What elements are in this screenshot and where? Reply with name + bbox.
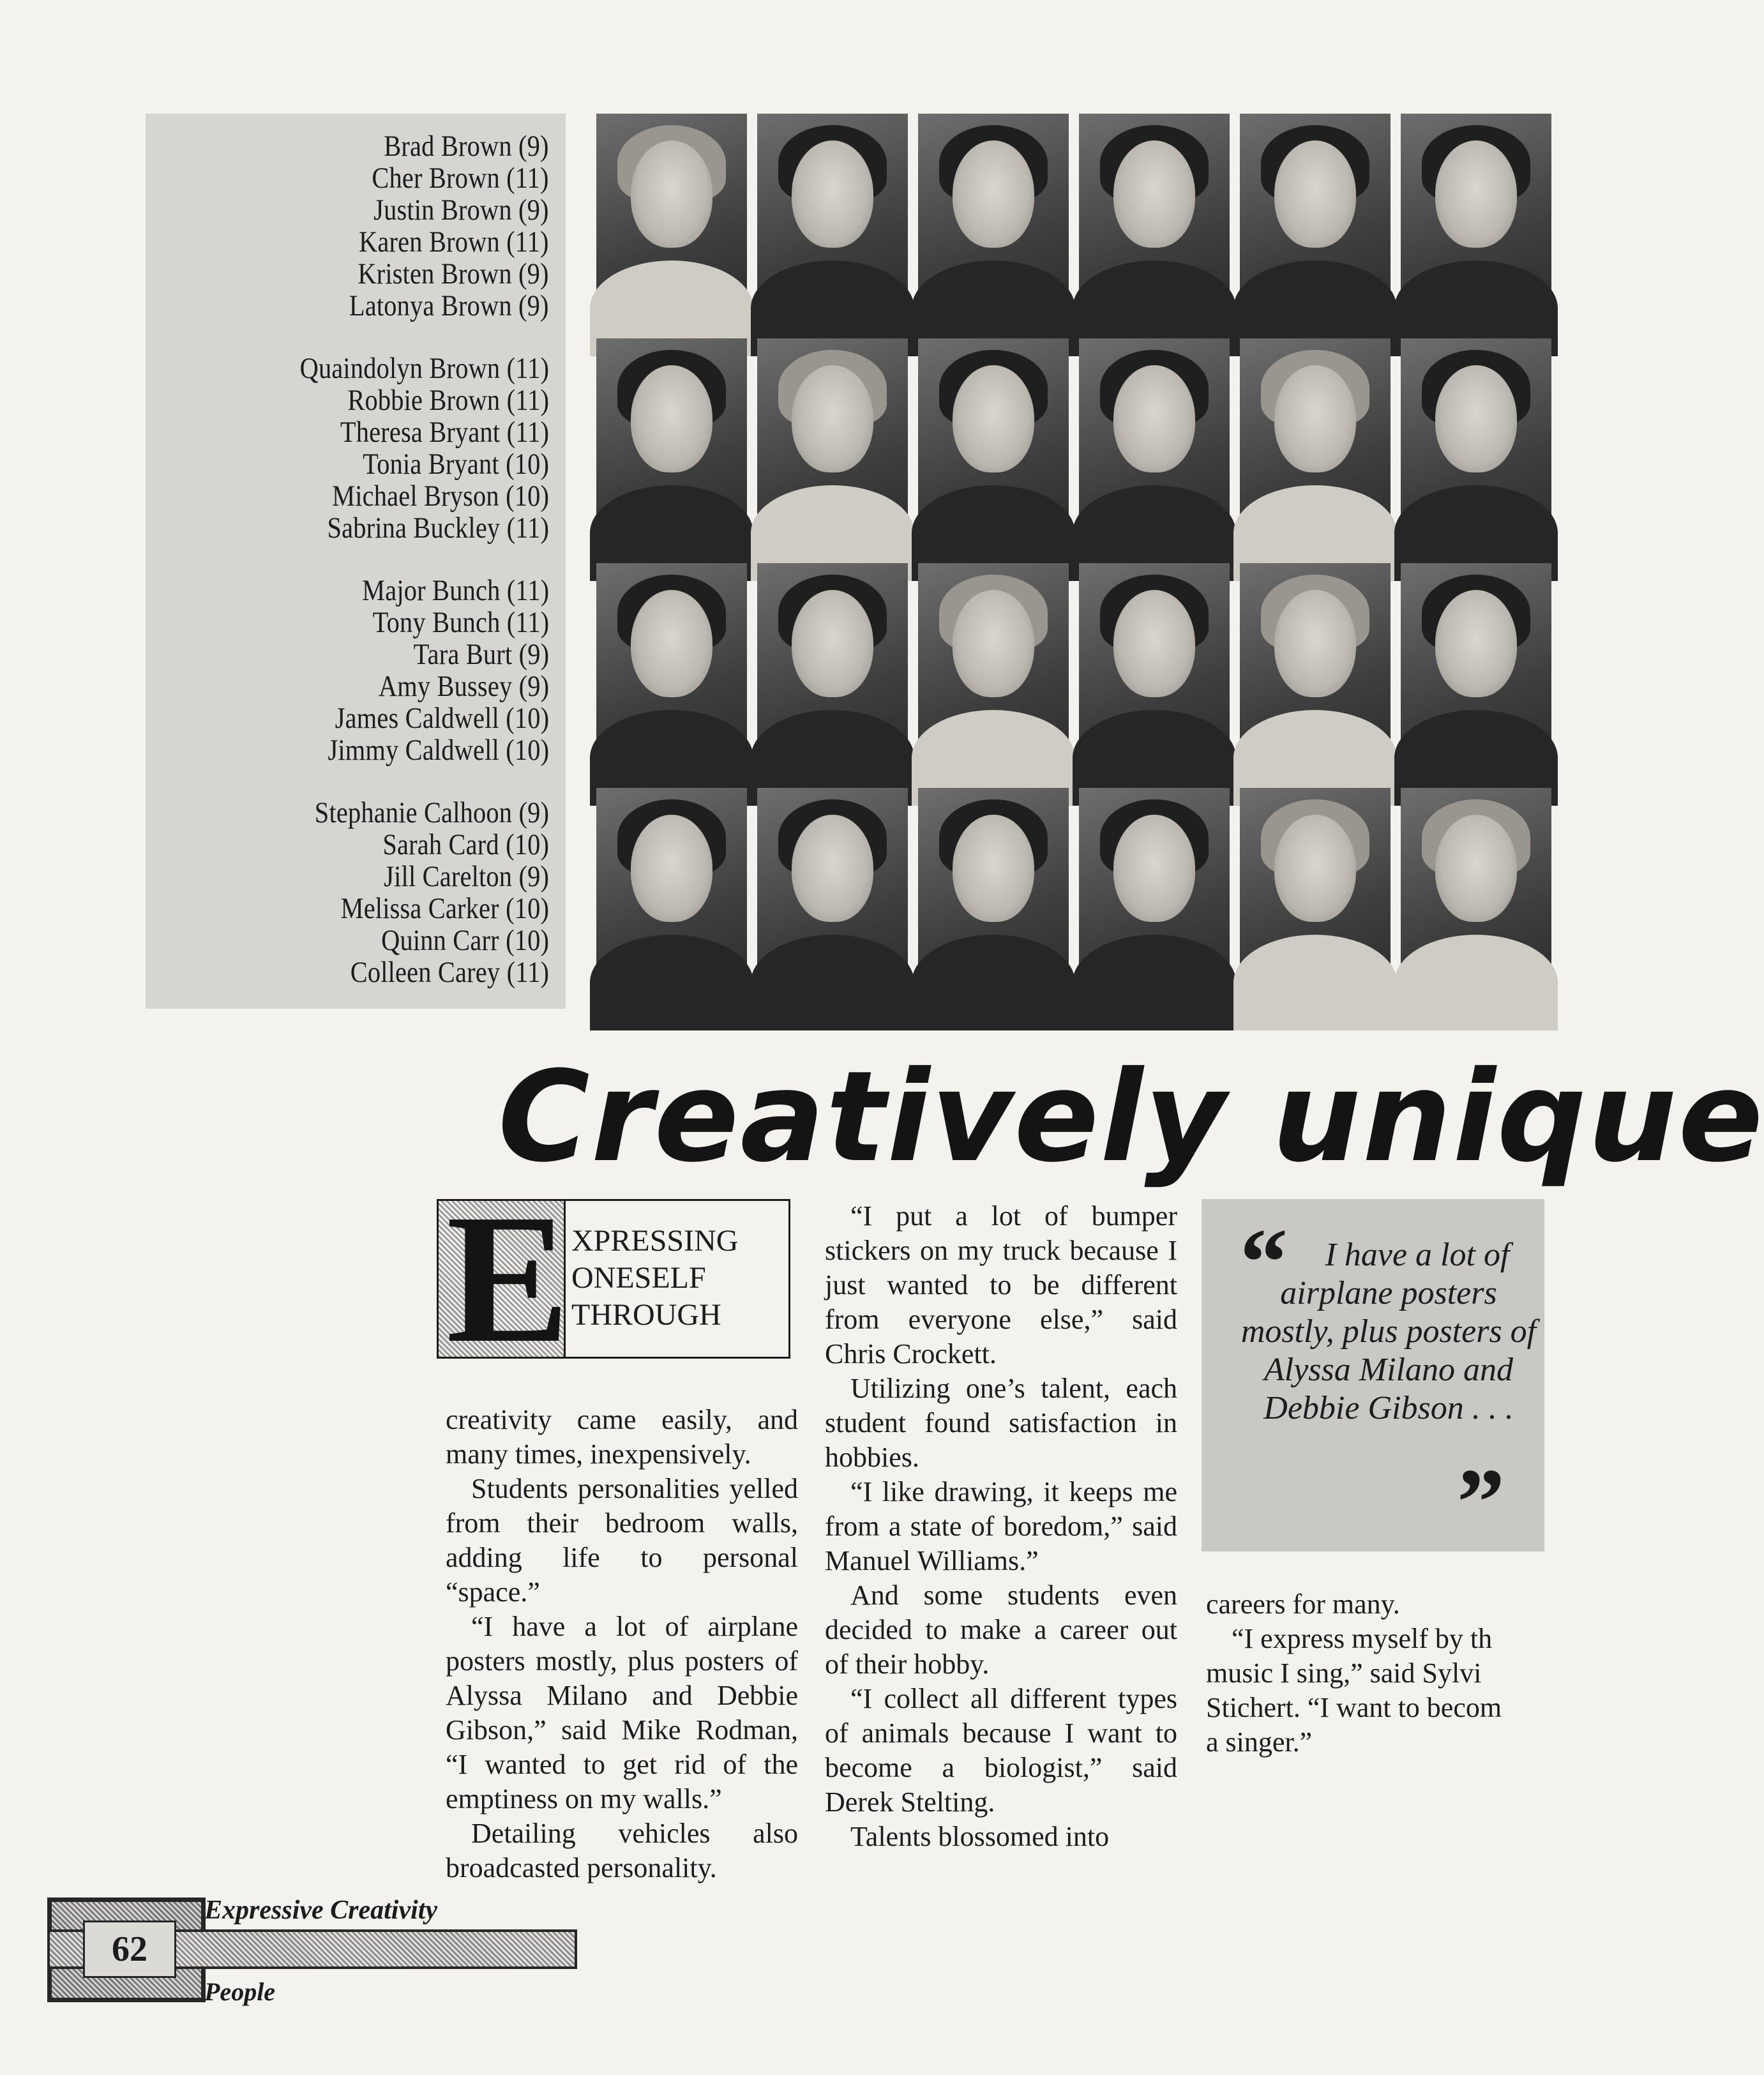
portrait-head bbox=[631, 590, 712, 697]
student-name: Colleen Carey (11) bbox=[350, 956, 549, 989]
paragraph: creativity came easily, and many times, inexpensively. bbox=[446, 1404, 798, 1470]
portrait-head bbox=[792, 365, 873, 472]
student-name: James Caldwell (10) bbox=[335, 702, 549, 735]
paragraph: Utilizing one’s talent, each student found satisfaction in hobbies. bbox=[825, 1373, 1177, 1473]
drop-cap-letter: E bbox=[446, 1176, 570, 1381]
paragraph: Detailing vehicles also broadcasted personality. bbox=[446, 1818, 798, 1883]
portrait-body bbox=[590, 935, 753, 1030]
close-quote-mark: ” bbox=[1457, 1449, 1505, 1555]
student-name: Melissa Carker (10) bbox=[340, 892, 549, 925]
student-name: Jill Carelton (9) bbox=[384, 860, 549, 893]
student-name: Tara Burt (9) bbox=[413, 638, 549, 671]
page-folio bbox=[47, 1890, 577, 2006]
portrait-body bbox=[751, 935, 914, 1030]
portrait-body bbox=[1394, 935, 1558, 1030]
portrait-grid bbox=[596, 114, 1544, 1009]
portrait-head bbox=[631, 140, 712, 248]
section-title: Expressive Creativity bbox=[204, 1896, 438, 1925]
portrait-head bbox=[631, 365, 712, 472]
paragraph: “I put a lot of bumper stickers on my truck because I just wanted to be different from everyone else,” said Chris Crockett. bbox=[825, 1200, 1177, 1370]
name-group-1 bbox=[317, 130, 549, 322]
student-name: Cher Brown (11) bbox=[372, 162, 549, 195]
lead-line: XPRESSING bbox=[571, 1224, 739, 1258]
pull-quote-text: I have a lot of airplane posters mostly, plus posters of Alyssa Milano and Debbie Gibson . . . bbox=[1240, 1237, 1537, 1426]
portrait-head bbox=[1435, 815, 1517, 922]
student-portrait bbox=[1079, 338, 1230, 555]
portrait-head bbox=[792, 815, 873, 922]
portrait-head bbox=[1113, 815, 1195, 922]
student-portrait bbox=[1401, 338, 1551, 555]
lead-line: THROUGH bbox=[571, 1298, 721, 1332]
feature-title: Creatively unique bbox=[498, 1045, 1764, 1190]
paragraph: “I have a lot of airplane posters mostly, plus posters of Alyssa Milano and Debbie Gibson,” said Mike Rodman, “I wanted to get rid of the emptiness on my walls.” bbox=[446, 1611, 798, 1815]
article-column-3 bbox=[1206, 1587, 1551, 1760]
text-line: careers for many. bbox=[1206, 1588, 1400, 1620]
student-name: Justin Brown (9) bbox=[373, 193, 549, 227]
student-name: Latonya Brown (9) bbox=[349, 289, 549, 322]
student-portrait bbox=[1401, 563, 1551, 780]
page-number: 62 bbox=[83, 1920, 176, 1978]
portrait-head bbox=[1435, 140, 1517, 248]
paragraph: “I like drawing, it keeps me from a state of boredom,” said Manuel Williams.” bbox=[825, 1476, 1177, 1576]
student-portrait bbox=[596, 114, 747, 331]
student-portrait bbox=[1240, 563, 1391, 780]
student-portrait bbox=[757, 563, 908, 780]
student-portrait bbox=[596, 788, 747, 1005]
article-column-1 bbox=[446, 1403, 798, 1885]
student-name: Theresa Bryant (11) bbox=[340, 416, 549, 449]
drop-cap-box bbox=[437, 1176, 790, 1381]
student-portrait bbox=[757, 338, 908, 555]
portrait-body bbox=[912, 935, 1075, 1030]
lead-in-lines bbox=[571, 1223, 738, 1334]
student-name: Brad Brown (9) bbox=[384, 130, 549, 163]
portrait-head bbox=[1274, 140, 1356, 248]
portrait-head bbox=[1274, 815, 1356, 922]
portrait-head bbox=[1274, 590, 1356, 697]
pull-quote bbox=[1202, 1199, 1544, 1555]
portrait-body bbox=[1233, 935, 1397, 1030]
student-portrait bbox=[1079, 563, 1230, 780]
student-portrait bbox=[757, 114, 908, 331]
portrait-head bbox=[1435, 365, 1517, 472]
student-name: Tony Bunch (11) bbox=[372, 606, 549, 639]
student-portrait bbox=[918, 788, 1069, 1005]
student-name: Quinn Carr (10) bbox=[381, 924, 549, 957]
paragraph: And some students even decided to make a career out of their hobby. bbox=[825, 1580, 1177, 1680]
student-portrait bbox=[757, 788, 908, 1005]
student-name: Major Bunch (11) bbox=[361, 574, 549, 607]
student-portrait bbox=[1240, 788, 1391, 1005]
lead-line: ONESELF bbox=[571, 1261, 706, 1295]
student-portrait bbox=[1401, 788, 1551, 1005]
portrait-body bbox=[1073, 935, 1236, 1030]
student-name: Michael Bryson (10) bbox=[331, 479, 549, 513]
paragraph: “I collect all different types of animals because I want to become a biologist,” said Derek Stelting. bbox=[825, 1683, 1177, 1818]
student-portrait bbox=[918, 563, 1069, 780]
paragraph: Talents blossomed into bbox=[850, 1821, 1110, 1852]
student-name: Tonia Bryant (10) bbox=[363, 448, 549, 481]
student-name-panel bbox=[146, 114, 566, 1009]
student-portrait bbox=[918, 114, 1069, 331]
student-name: Quaindolyn Brown (11) bbox=[299, 352, 549, 385]
drop-cap bbox=[439, 1176, 570, 1381]
portrait-head bbox=[953, 140, 1034, 248]
portrait-head bbox=[792, 590, 873, 697]
text-line: music I sing,” said Sylvi bbox=[1206, 1657, 1482, 1689]
student-portrait bbox=[1240, 114, 1391, 331]
student-name: Sabrina Buckley (11) bbox=[327, 511, 549, 545]
portrait-head bbox=[1113, 140, 1195, 248]
portrait-head bbox=[953, 815, 1034, 922]
student-name: Jimmy Caldwell (10) bbox=[328, 734, 549, 767]
student-name: Sarah Card (10) bbox=[382, 828, 549, 861]
portrait-head bbox=[792, 140, 873, 248]
name-group-2 bbox=[259, 352, 549, 544]
student-name: Amy Bussey (9) bbox=[378, 670, 549, 703]
portrait-head bbox=[631, 815, 712, 922]
student-portrait bbox=[596, 338, 747, 555]
text-line: a singer.” bbox=[1206, 1726, 1313, 1758]
name-group-4 bbox=[276, 797, 549, 988]
text-line: Stichert. “I want to becom bbox=[1206, 1692, 1502, 1723]
portrait-head bbox=[1113, 590, 1195, 697]
student-name: Kristen Brown (9) bbox=[358, 257, 549, 290]
portrait-head bbox=[1274, 365, 1356, 472]
student-portrait bbox=[1079, 114, 1230, 331]
text-line: “I express myself by th bbox=[1232, 1623, 1493, 1654]
student-portrait bbox=[1079, 788, 1230, 1005]
student-name: Stephanie Calhoon (9) bbox=[314, 796, 549, 829]
student-portrait bbox=[918, 338, 1069, 555]
portrait-head bbox=[1435, 590, 1517, 697]
student-name: Karen Brown (11) bbox=[359, 225, 549, 259]
section-subtitle: People bbox=[204, 1977, 276, 2006]
portrait-head bbox=[953, 590, 1034, 697]
student-name: Robbie Brown (11) bbox=[347, 384, 549, 417]
portrait-head bbox=[1113, 365, 1195, 472]
student-portrait bbox=[1401, 114, 1551, 331]
name-group-3 bbox=[292, 575, 549, 766]
article-column-2 bbox=[825, 1199, 1177, 1854]
paragraph: Students personalities yelled from their bedroom walls, adding life to personal “space.” bbox=[446, 1473, 798, 1608]
portrait-head bbox=[953, 365, 1034, 472]
student-portrait bbox=[1240, 338, 1391, 555]
student-portrait bbox=[596, 563, 747, 780]
open-quote-mark: “ bbox=[1240, 1209, 1288, 1315]
